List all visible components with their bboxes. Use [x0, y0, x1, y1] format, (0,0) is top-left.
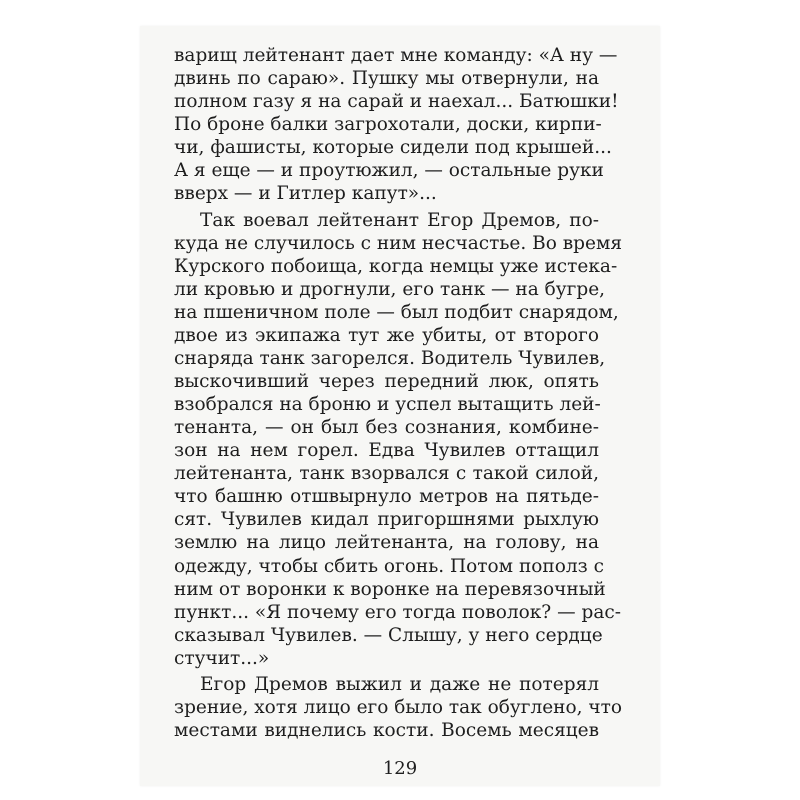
text-line-7: вверх — и Гитлер капут»...: [174, 183, 437, 205]
text-line-29: зрение, хотя лицо его было так обуглено, что: [174, 696, 622, 718]
text-line-9: куда не случилось с ним несчастье. Во время: [174, 232, 623, 254]
text-line-27: стучит...»: [174, 647, 270, 669]
text-line-4: По броне балки загрохотали, доски, кирпи-: [174, 114, 602, 136]
text-line-8: Так воевал лейтенант Егор Дремов, по-: [200, 209, 599, 231]
text-line-19: лейтенанта, танк взорвался с такой силой,: [174, 463, 599, 485]
text-line-30: местами виднелись кости. Восемь месяцев: [174, 719, 599, 741]
text-line-23: одежду, чтобы сбить огонь. Потом пополз с: [174, 555, 604, 577]
text-line-2: двинь по сараю». Пушку мы отвернули, на: [174, 68, 599, 90]
text-line-10: Курского побоища, когда немцы уже истека-: [174, 255, 618, 277]
page-number: 129: [382, 758, 418, 779]
text-line-22: землю на лицо лейтенанта, на голову, на: [174, 532, 599, 554]
text-line-21: сят. Чувилев кидал пригоршнями рыхлую: [174, 509, 599, 531]
text-line-11: ли кровью и дрогнули, его танк — на бугре,: [174, 278, 606, 300]
text-line-20: что башню отшвырнуло метров на пятьде-: [174, 486, 599, 508]
text-line-14: снаряда танк загорелся. Водитель Чувилев,: [174, 347, 606, 369]
text-line-17: тенанта, — он был без сознания, комбине-: [174, 417, 599, 439]
text-line-3: полном газу я на сарай и наехал... Батюшки!: [174, 91, 619, 113]
text-line-1: варищ лейтенант дает мне команду: «А ну —: [174, 45, 618, 66]
text-line-16: взобрался на броню и успел вытащить лей-: [174, 394, 601, 415]
text-line-24: ним от воронки к воронке на перевязочный: [174, 578, 606, 600]
text-line-26: сказывал Чувилев. — Слышу, у него сердце: [174, 624, 603, 646]
text-line-12: на пшеничном поле — был подбит снарядом,: [174, 301, 619, 323]
text-line-15: выскочивший через передний люк, опять: [174, 370, 599, 392]
text-line-5: чи, фашисты, которые сидели под крышей...: [174, 137, 612, 159]
text-line-28: Егор Дремов выжил и даже не потерял: [200, 673, 599, 695]
text-line-18: зон на нем горел. Едва Чувилев оттащил: [174, 440, 599, 462]
text-line-6: А я еще — и проутюжил, — остальные руки: [174, 160, 604, 182]
text-line-25: пункт... «Я почему его тогда поволок? — рас-: [174, 601, 621, 623]
text-line-13: двое из экипажа тут же убиты, от второго: [174, 324, 599, 346]
